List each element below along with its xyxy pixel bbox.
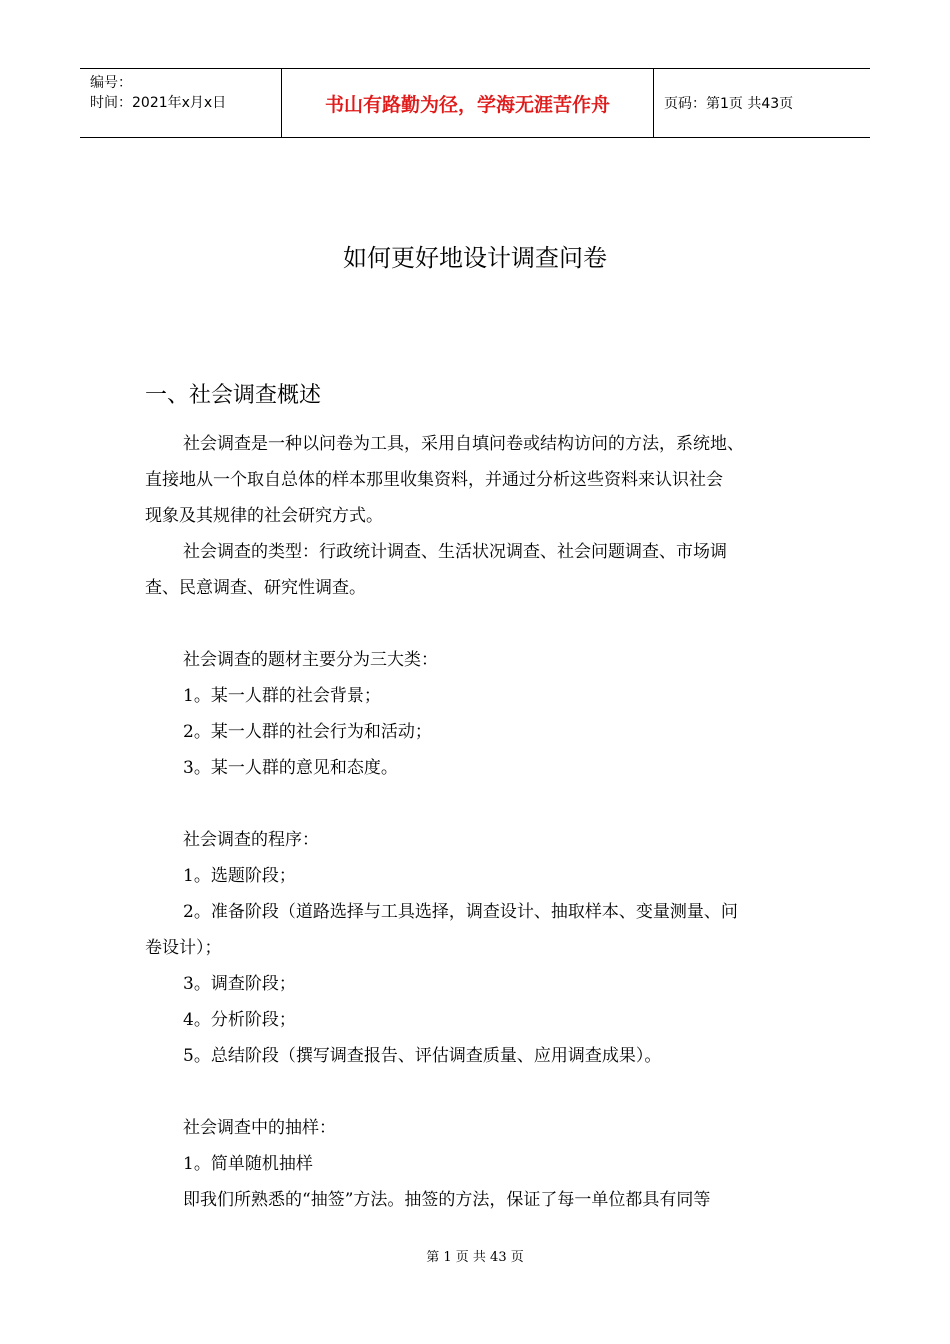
paragraph-line: 直接地从一个取自总体的样本那里收集资料，并通过分析这些资料来认识社会 [145, 470, 723, 490]
document-body [145, 426, 815, 1218]
page-info: 页码：第1页 共43页 [664, 96, 794, 112]
list-item: 1。选题阶段； [183, 866, 296, 886]
list-item: 5。总结阶段（撰写调查报告、评估调查质量、应用调查成果）。 [183, 1046, 662, 1066]
paragraph-line: 社会调查的程序： [183, 830, 319, 850]
paragraph-line: 社会调查的题材主要分为三大类： [183, 650, 438, 670]
number-label: 编号： [90, 75, 132, 91]
list-item: 3。调查阶段； [183, 974, 296, 994]
header-page-cell [654, 69, 870, 137]
time-label: 时间：2021年x月x日 [90, 95, 227, 111]
header-meta-cell [80, 69, 282, 137]
document-header [80, 68, 870, 138]
paragraph-line: 现象及其规律的社会研究方式。 [145, 506, 383, 526]
blank-line [145, 786, 815, 822]
section-heading: 一、社会调查概述 [145, 383, 322, 408]
list-item: 2。某一人群的社会行为和活动； [183, 722, 432, 742]
motto-text: 书山有路勤为径，学海无涯苦作舟 [324, 93, 610, 116]
paragraph-line: 查、民意调查、研究性调查。 [145, 578, 366, 598]
document-title: 如何更好地设计调查问卷 [343, 244, 607, 272]
page-footer: 第 1 页 共 43 页 [426, 1250, 524, 1265]
list-item: 1。某一人群的社会背景； [183, 686, 381, 706]
list-item: 1。简单随机抽样 [183, 1154, 313, 1174]
list-item-continuation: 卷设计）； [145, 938, 222, 958]
list-item: 3。某一人群的意见和态度。 [183, 758, 398, 778]
paragraph-line: 社会调查是一种以问卷为工具，采用自填问卷或结构访问的方法，系统地、 [183, 434, 744, 454]
paragraph-line: 即我们所熟悉的“抽签”方法。抽签的方法，保证了每一单位都具有同等 [183, 1190, 711, 1210]
paragraph-line: 社会调查的类型：行政统计调查、生活状况调查、社会问题调查、市场调 [183, 542, 727, 562]
blank-line [145, 606, 815, 642]
paragraph-line: 社会调查中的抽样： [183, 1118, 336, 1138]
header-motto-cell [282, 69, 654, 137]
list-item: 2。准备阶段（道路选择与工具选择，调查设计、抽取样本、变量测量、问 [183, 902, 738, 922]
blank-line [145, 1074, 815, 1110]
list-item: 4。分析阶段； [183, 1010, 296, 1030]
